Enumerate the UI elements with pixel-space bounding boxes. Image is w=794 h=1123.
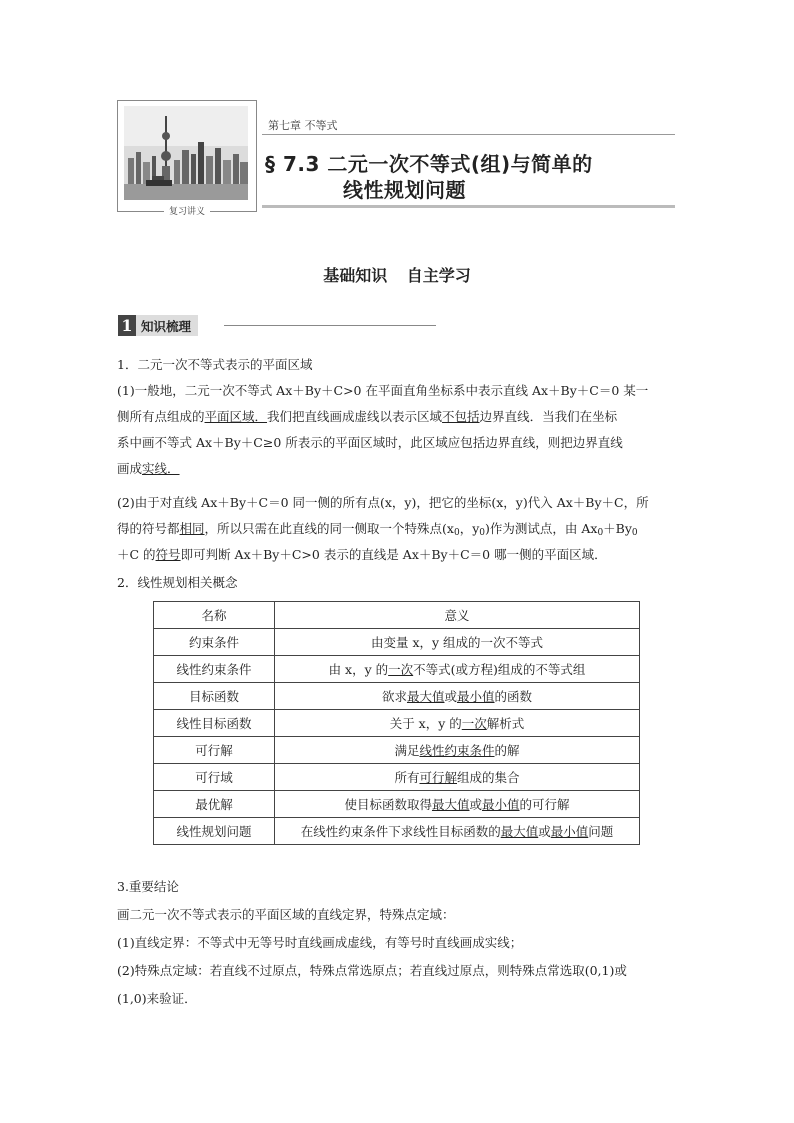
topic1-heading: 1．二元一次不等式表示的平面区域 [117, 357, 313, 372]
text-run: 或 [444, 689, 457, 704]
text-run: (1)一般地，二元一次不等式 Ax＋By＋C>0 在平面直角坐标系中表示直线 Ax＋By＋C＝0 某一 [117, 383, 649, 398]
text-run: 问题 [588, 824, 614, 839]
banner-number: 1 [118, 315, 136, 336]
section-heading: 基础知识 自主学习 [323, 266, 471, 285]
text-run: ＋C 的 [117, 547, 156, 562]
underlined-term: 一次 [461, 716, 487, 731]
meaning-cell [275, 710, 640, 737]
underlined-term: 符号 [155, 547, 181, 562]
header-rule [262, 134, 675, 135]
term-cell: 最优解 [154, 791, 275, 818]
underlined-term: 最大值 [431, 797, 470, 812]
text-run: 的可行解 [519, 797, 570, 812]
term-cell: 线性约束条件 [154, 656, 275, 683]
topic3-line: (1)直线定界：不等式中无等号时直线画成虚线，有等号时直线画成实线； [117, 935, 523, 950]
text-run: 或 [538, 824, 551, 839]
subscript: 0 [631, 528, 638, 538]
text-run: 使目标函数取得 [344, 797, 432, 812]
text-run: 的函数 [494, 689, 533, 704]
banner-label: 知识梳理 [136, 315, 198, 336]
topic1-p1-line2 [117, 404, 682, 430]
title-underline [262, 205, 675, 208]
meaning-cell [275, 629, 640, 656]
text-run: 画成 [117, 461, 143, 476]
text-run: 不等式(或方程)组成的不等式组 [413, 662, 586, 677]
topic1-p2-line3 [117, 542, 682, 568]
text-run: 欲求 [381, 689, 407, 704]
term-cell: 约束条件 [154, 629, 275, 656]
underlined-term: 一次 [388, 662, 414, 677]
banner-rule [224, 325, 436, 326]
topic1-p1-line4 [117, 456, 682, 482]
underlined-term: 线性约束条件 [419, 743, 495, 758]
meaning-cell [275, 764, 640, 791]
text-run: 关于 x，y 的 [389, 716, 462, 731]
table-row [154, 683, 640, 710]
underlined-term: 平面区域． [204, 409, 268, 424]
text-run: 我们把直线画成虚线以表示区域 [267, 409, 443, 424]
section-title-line1: § 7.3 二元一次不等式(组)与简单的 [265, 152, 593, 176]
term-cell: 线性目标函数 [154, 710, 275, 737]
table-header-row [154, 602, 640, 629]
underlined-term: 最大值 [406, 689, 445, 704]
text-run: 由 x，y 的 [328, 662, 389, 677]
table-row [154, 629, 640, 656]
table-header-name: 名称 [154, 602, 275, 629]
knowledge-banner [118, 315, 198, 336]
text-run: 侧所有点组成的 [117, 409, 205, 424]
text-run: 满足 [394, 743, 420, 758]
photo-label: 复习讲义 [164, 207, 210, 217]
text-run: 即可判断 Ax＋By＋C>0 表示的直线是 Ax＋By＋C＝0 哪一侧的平面区域． [180, 547, 607, 562]
table-row [154, 710, 640, 737]
topic1-p2-line1 [117, 490, 682, 516]
text-run: (2)由于对直线 Ax＋By＋C＝0 同一侧的所有点(x，y)，把它的坐标(x，y)代入 Ax＋By＋C，所 [117, 495, 649, 510]
meaning-cell [275, 737, 640, 764]
term-cell: 线性规划问题 [154, 818, 275, 845]
text-run: 或 [469, 797, 482, 812]
text-run: 系中画不等式 Ax＋By＋C≥0 所表示的平面区域时，此区域应包括边界直线，则把边界直线 [117, 435, 623, 450]
underlined-term: 实线． [142, 461, 180, 476]
text-run: 解析式 [486, 716, 525, 731]
topic3-line: (2)特殊点定域：若直线不过原点，特殊点常选原点；若直线过原点，则特殊点常选取(0,1)或 [117, 963, 627, 978]
underlined-term: 最小值 [457, 689, 495, 704]
underlined-term: 可行解 [419, 770, 457, 785]
meaning-cell [275, 791, 640, 818]
meaning-cell [275, 683, 640, 710]
text-run: ，y [459, 521, 480, 536]
text-run: 所有 [394, 770, 420, 785]
text-run: 的解 [494, 743, 520, 758]
underlined-term: 最大值 [500, 824, 539, 839]
topic3-line: 画二元一次不等式表示的平面区域的直线定界，特殊点定域： [117, 907, 455, 922]
text-run: 由变量 x，y 组成的一次不等式 [370, 635, 544, 650]
topic1-p1-line1 [117, 378, 682, 404]
text-run: )作为测试点，由 Ax [485, 521, 598, 536]
chapter-label: 第七章 不等式 [268, 119, 338, 132]
subscript: 0 [597, 528, 604, 538]
subscript: 0 [479, 528, 485, 538]
table-row [154, 656, 640, 683]
table-row [154, 764, 640, 791]
skyline-photo [124, 106, 248, 200]
meaning-cell [275, 656, 640, 683]
topic3-heading: 3.重要结论 [117, 879, 179, 894]
underlined-term: 相同 [179, 521, 205, 536]
topic1-p1-line3 [117, 430, 682, 456]
text-run: ＋By [603, 521, 632, 536]
table-row [154, 818, 640, 845]
subscript: 0 [453, 528, 460, 538]
text-run: 在线性约束条件下求线性目标函数的 [300, 824, 501, 839]
term-cell: 可行解 [154, 737, 275, 764]
topic2-heading: 2．线性规划相关概念 [117, 575, 238, 590]
text-run: 组成的集合 [457, 770, 520, 785]
underlined-term: 不包括 [442, 409, 480, 424]
header-photo-frame [117, 100, 257, 217]
underlined-term: 最小值 [550, 824, 589, 839]
section-title-line2: 线性规划问题 [343, 178, 466, 202]
table-header-meaning: 意义 [275, 602, 640, 629]
text-run: 边界直线．当我们在坐标 [479, 409, 618, 424]
underlined-term: 最小值 [482, 797, 520, 812]
term-cell: 可行域 [154, 764, 275, 791]
text-run: 得的符号都 [117, 521, 180, 536]
text-run: ，所以只需在此直线的同一侧取一个特殊点(x [204, 521, 454, 536]
meaning-cell [275, 818, 640, 845]
table-row [154, 791, 640, 818]
table-row [154, 737, 640, 764]
topic3-line: (1,0)来验证． [117, 991, 197, 1006]
term-cell: 目标函数 [154, 683, 275, 710]
concept-table [153, 601, 640, 845]
